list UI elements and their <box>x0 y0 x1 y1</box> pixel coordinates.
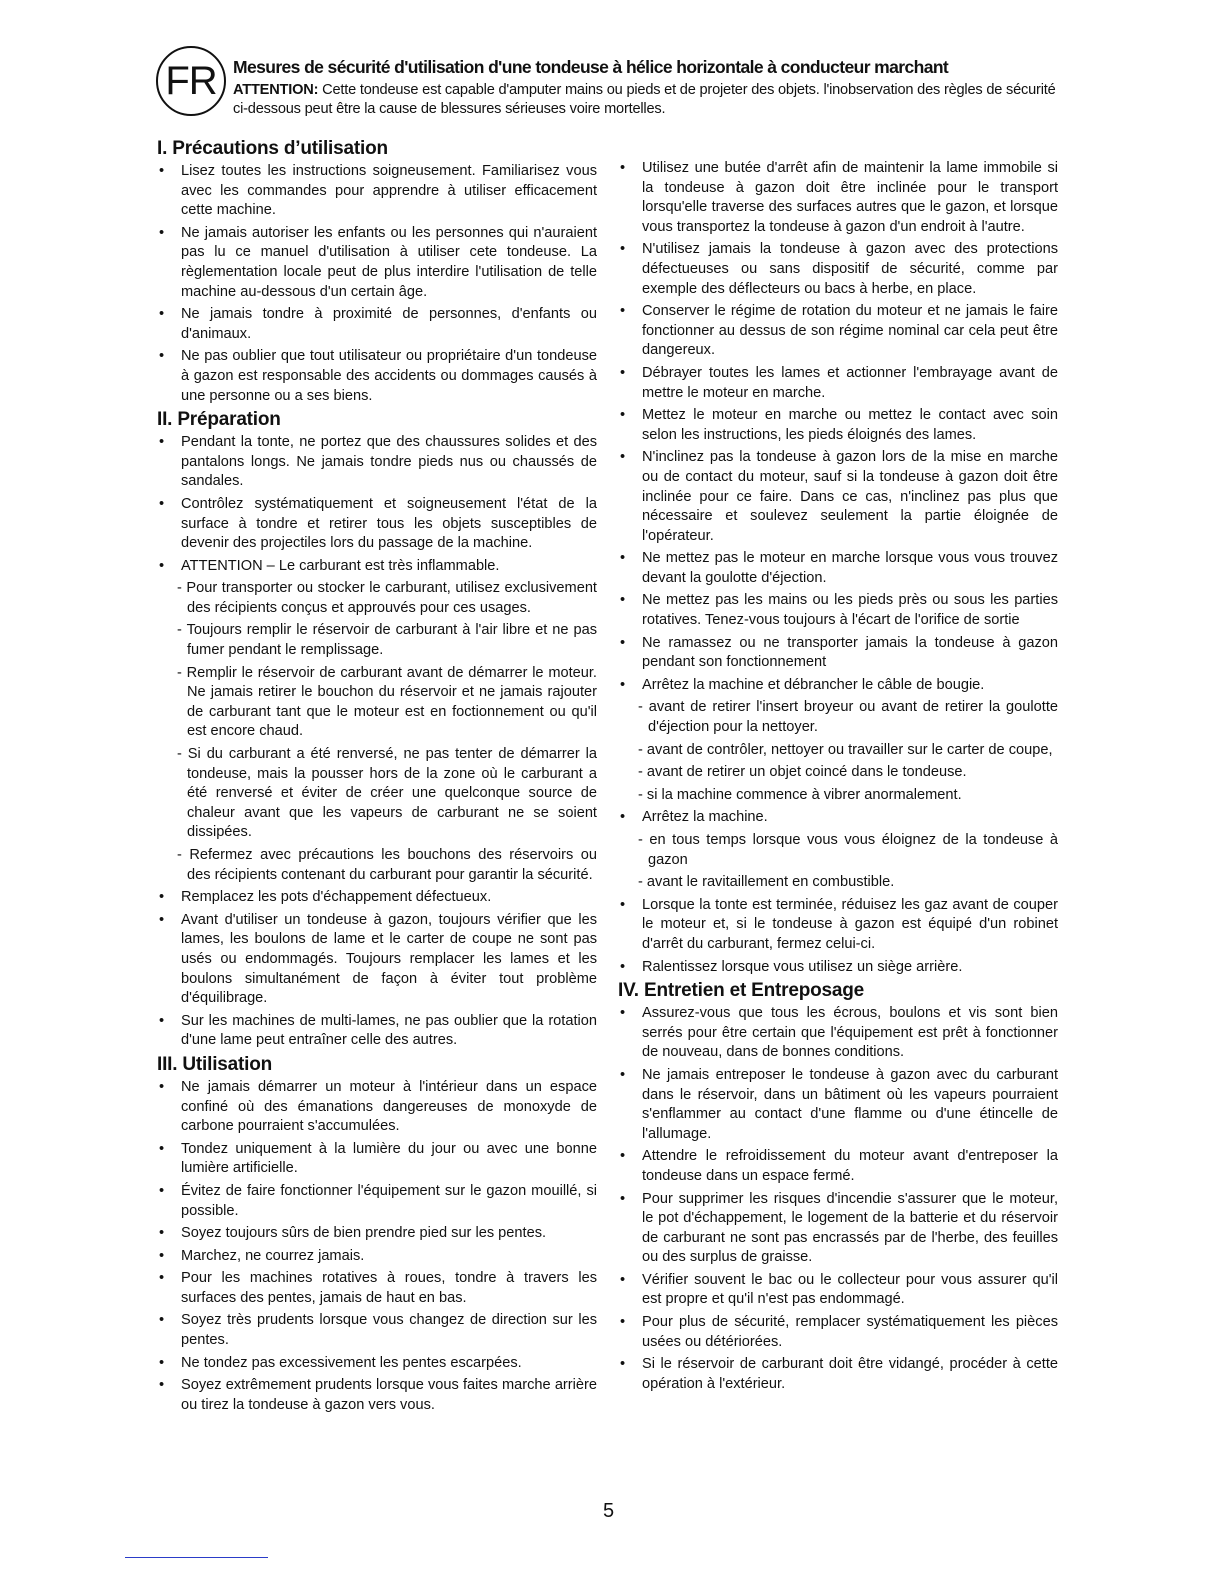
sub-list-item: - avant de contrôler, nettoyer ou travailler sur le carter de coupe, <box>638 741 1053 758</box>
sub-list-item: - Toujours remplir le réservoir de carburant à l'air libre et ne pas fumer pendant le remplissage. <box>177 622 597 659</box>
list-item: • Conserver le régime de rotation du moteur et ne jamais le faire fonctionner au dessus de son régime nominal car cela peut être dangereux. <box>618 302 1058 361</box>
bullet-list <box>618 1004 1058 1394</box>
right-column <box>618 159 1058 1397</box>
page-title: Mesures de sécurité d'utilisation d'une tondeuse à hélice horizontale à conducteur marchant <box>233 57 949 77</box>
list-item: • Ne ramassez ou ne transporter jamais la tondeuse à gazon pendant son fonctionnement <box>618 634 1058 673</box>
list-item: • Ralentissez lorsque vous utilisez un siège arrière. <box>618 958 1058 978</box>
section-heading: II. Préparation <box>157 409 281 431</box>
list-item: • Ne jamais entreposer le tondeuse à gazon avec du carburant dans le réservoir, dans un bâtiment où les vapeurs pourraient s'enflammer au contact d'une flamme ou d'une étincelle de l'allumage. <box>618 1066 1058 1144</box>
list-item: • Assurez-vous que tous les écrous, boulons et vis sont bien serrés pour être certain que l'équipement est prêt à fonctionner de nouveau, dans de bonnes conditions. <box>618 1004 1058 1063</box>
list-item: • Arrêtez la machine et débrancher le câble de bougie. <box>618 676 1058 696</box>
sub-list <box>618 831 1058 893</box>
attention-text: Cette tondeuse est capable d'amputer mains ou pieds et de projeter des objets. l'inobservation des règles de sécurité ci-dessous peut être la cause de blessures sérieuses voire mortelles. <box>233 82 1056 117</box>
left-column <box>157 138 597 1418</box>
sub-list-item: - si la machine commence à vibrer anormalement. <box>638 786 962 803</box>
sub-list-item: - Pour transporter ou stocker le carburant, utilisez exclusivement des récipients conçus et approuvés pour ces usages. <box>177 580 597 616</box>
bullet-list <box>157 1078 597 1416</box>
list-item: • Pour les machines rotatives à roues, tondre à travers les surfaces des pentes, jamais de haut en bas. <box>157 1269 597 1308</box>
list-item: • Ne jamais autoriser les enfants ou les personnes qui n'auraient pas lu ce manuel d'utilisation à utiliser cete tondeuse. La règlementation locale peut de plus interdire l'utilisation de telle machine au-dessous d'un certain âge. <box>157 224 597 302</box>
bullet-list <box>618 896 1058 977</box>
bullet-list <box>157 162 597 406</box>
section-heading: IV. Entretien et Entreposage <box>618 980 865 1002</box>
section-heading: III. Utilisation <box>157 1053 273 1075</box>
list-item: • Vérifier souvent le bac ou le collecteur pour vous assurer qu'il est propre et qu'il n'est pas endommagé. <box>618 1271 1058 1310</box>
bullet-list <box>618 808 1058 828</box>
list-item: • Pendant la tonte, ne portez que des chaussures solides et des pantalons longs. Ne jamais tondre pieds nus ou chaussés de sandales. <box>157 433 597 492</box>
list-item: • Mettez le moteur en marche ou mettez le contact avec soin selon les instructions, les pieds éloignés des lames. <box>618 406 1058 445</box>
bullet-list <box>157 888 597 1051</box>
list-item: • Ne mettez pas le moteur en marche lorsque vous vous trouvez devant la goulotte d'éjection. <box>618 549 1058 588</box>
sub-list-item: - Remplir le réservoir de carburant avant de démarrer le moteur. Ne jamais retirer le bouchon du réservoir et ne jamais rajouter de carburant tant que le moteur est en foctionnement ou qu'il est encore chaud. <box>177 664 597 740</box>
page-number: 5 <box>603 1500 615 1522</box>
list-item: • Utilisez une butée d'arrêt afin de maintenir la lame immobile si la tondeuse à gazon doit être inclinée pour le transport lorsqu'elle traverse des surfaces autres que le gazon, et lorsque vous transportez la tondeuse à gazon d'un endroit à l'autre. <box>618 159 1058 237</box>
list-item: • N'inclinez pas la tondeuse à gazon lors de la mise en marche ou de contact du moteur, sauf si la tondeuse à gazon doit être inclinée pour ce faire. Dans ce cas, n'inclinez pas plus que nécessaire et soulevez seulement la partie éloignée de l'opérateur. <box>618 448 1058 546</box>
list-item: • Attendre le refroidissement du moteur avant d'entreposer la tondeuse dans un espace fermé. <box>618 1147 1058 1186</box>
bullet-list <box>157 433 597 576</box>
attention-label: ATTENTION: <box>233 82 319 98</box>
sub-list-item: - Refermez avec précautions les bouchons des réservoirs ou des récipients contenant du carburant pour garantir la sécurité. <box>177 847 597 883</box>
list-item: • Tondez uniquement à la lumière du jour ou avec une bonne lumière artificielle. <box>157 1140 597 1179</box>
sub-list <box>618 698 1058 805</box>
attention-notice <box>233 81 1063 119</box>
section-heading: I. Précautions d’utilisation <box>157 138 388 159</box>
list-item: • Soyez toujours sûrs de bien prendre pied sur les pentes. <box>157 1224 597 1244</box>
list-item: • Lorsque la tonte est terminée, réduisez les gaz avant de couper le moteur et, si le tondeuse à gazon est équipé d'un robinet d'arrêt du carburant, fermez celui-ci. <box>618 896 1058 955</box>
list-item: • Marchez, ne courrez jamais. <box>157 1247 597 1267</box>
list-item: • N'utilisez jamais la tondeuse à gazon avec des protections défectueuses ou sans dispositif de sécurité, comme par exemple des déflecteurs ou bacs à herbe, en place. <box>618 240 1058 299</box>
list-item: • Soyez extrêmement prudents lorsque vous faites marche arrière ou tirez la tondeuse à gazon vers vous. <box>157 1376 597 1415</box>
sub-list-item: - avant de retirer un objet coincé dans le tondeuse. <box>638 764 967 781</box>
list-item: • Remplacez les pots d'échappement défectueux. <box>157 888 597 908</box>
sub-list-item: - avant le ravitaillement en combustible. <box>638 874 895 891</box>
list-item: • Pour supprimer les risques d'incendie s'assurer que le moteur, le pot d'échappement, le logement de la batterie et du réservoir de carburant ne sont pas encrassés par de l'herbe, des feuilles ou des surplus de graisse. <box>618 1190 1058 1268</box>
list-item: • Ne jamais démarrer un moteur à l'intérieur dans un espace confiné où des émanations dangereuses de monoxyde de carbone pourraient s'accumulées. <box>157 1078 597 1137</box>
sub-list <box>157 579 597 885</box>
language-badge-fr <box>156 46 226 116</box>
list-item: • Pour plus de sécurité, remplacer systématiquement les pièces usées ou détériorées. <box>618 1313 1058 1352</box>
sub-list-item: - en tous temps lorsque vous vous éloignez de la tondeuse à gazon <box>638 832 1058 868</box>
sub-list-item: - avant de retirer l'insert broyeur ou avant de retirer la goulotte d'éjection pour la nettoyer. <box>638 699 1058 736</box>
divider <box>125 1557 268 1558</box>
list-item: • Arrêtez la machine. <box>618 808 1058 828</box>
list-item: • Ne pas oublier que tout utilisateur ou propriétaire d'un tondeuse à gazon est responsable des accidents ou dommages causés à une personne ou a ses biens. <box>157 347 597 406</box>
list-item: • Si le réservoir de carburant doit être vidangé, procéder à cette opération à l'extérieur. <box>618 1355 1058 1394</box>
list-item: • Ne tondez pas excessivement les pentes escarpées. <box>157 1354 597 1374</box>
list-item: • Lisez toutes les instructions soigneusement. Familiarisez vous avec les commandes pour apprendre à utiliser efficacement cette machine. <box>157 162 597 221</box>
bullet-list <box>618 159 1058 695</box>
sub-list-item: - Si du carburant a été renversé, ne pas tenter de démarrer la tondeuse, mais la pousser hors de la zone où le carburant a été renversé et éviter de créer une quelconque source de chaleur avant que les vapeurs de carburant ne se soient dissipées. <box>177 746 597 841</box>
list-item: • Ne jamais tondre à proximité de personnes, d'enfants ou d'animaux. <box>157 305 597 344</box>
list-item: • Sur les machines de multi-lames, ne pas oublier que la rotation d'une lame peut entraîner celle des autres. <box>157 1012 597 1051</box>
list-item: • Avant d'utiliser un tondeuse à gazon, toujours vérifier que les lames, les boulons de lame et le carter de coupe ne sont pas usés ou endommagés. Toujours remplacer les lames et les boulons simultanément de façon à éviter tout problème d'équilibrage. <box>157 911 597 1009</box>
list-item: • Évitez de faire fonctionner l'équipement sur le gazon mouillé, si possible. <box>157 1182 597 1221</box>
list-item: • Soyez très prudents lorsque vous changez de direction sur les pentes. <box>157 1311 597 1350</box>
badge-text: FR <box>165 58 217 103</box>
list-item: • ATTENTION – Le carburant est très inflammable. <box>157 557 597 577</box>
list-item: • Ne mettez pas les mains ou les pieds près ou sous les parties rotatives. Tenez-vous toujours à l'écart de l'orifice de sortie <box>618 591 1058 630</box>
list-item: • Contrôlez systématiquement et soigneusement l'état de la surface à tondre et retirer tous les objets susceptibles de devenir des projectiles lors du passage de la machine. <box>157 495 597 554</box>
list-item: • Débrayer toutes les lames et actionner l'embrayage avant de mettre le moteur en marche. <box>618 364 1058 403</box>
